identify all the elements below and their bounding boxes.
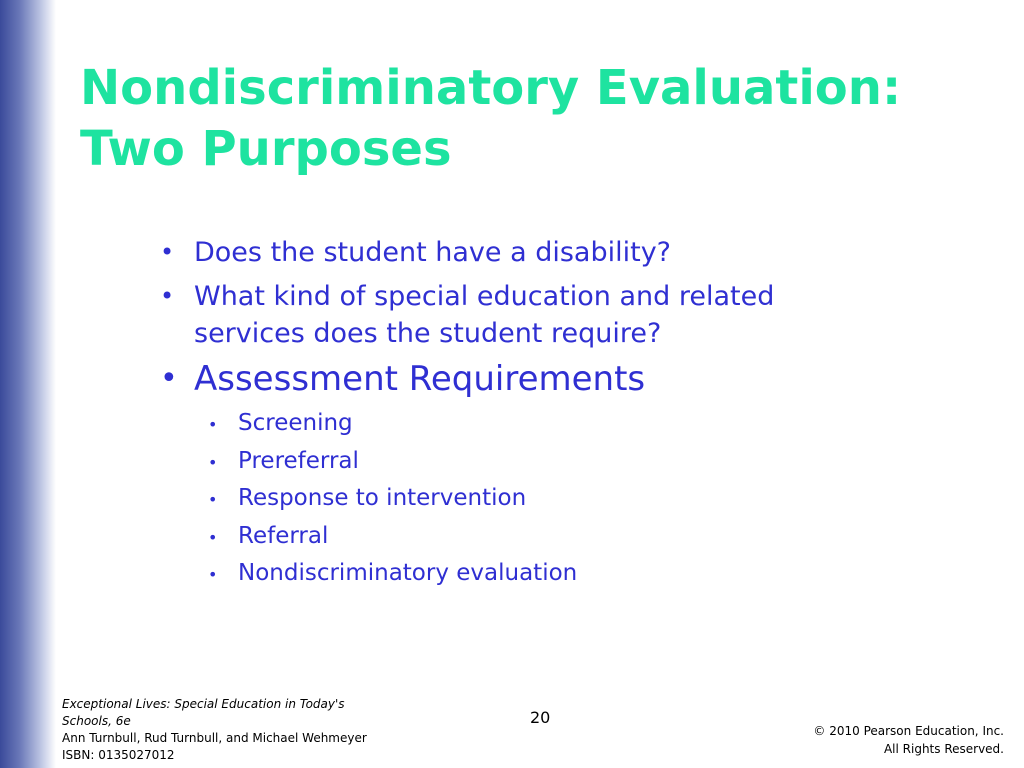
sub-bullet-text: Nondiscriminatory evaluation: [238, 560, 578, 586]
footer-rights-line: All Rights Reserved.: [883, 742, 1004, 756]
bullet-dot-icon: •: [160, 282, 175, 310]
side-gradient-bar: [0, 0, 56, 768]
bullet-dot-icon: •: [160, 238, 175, 266]
bullet-text: Assessment Requirements: [194, 359, 646, 399]
slide-title-line-2: Two Purposes: [80, 121, 452, 177]
page-number: 20: [530, 708, 551, 727]
slide-title: [80, 58, 980, 180]
sub-bullet-dot-icon: •: [208, 527, 218, 547]
bullet-text: What kind of special education and related services does the student require?: [194, 281, 775, 349]
sub-bullet-item: [204, 518, 880, 556]
footer-authors: Ann Turnbull, Rud Turnbull, and Michael Wehmeyer: [62, 731, 367, 745]
footer-copyright-line: © 2010 Pearson Education, Inc.: [813, 724, 1004, 738]
bullet-dot-icon: •: [160, 361, 178, 396]
footer-copyright: [813, 722, 1004, 758]
sub-bullet-dot-icon: •: [208, 452, 218, 472]
bullet-list: [160, 234, 880, 593]
sub-bullet-dot-icon: •: [208, 490, 218, 509]
sub-bullet-dot-icon: •: [208, 565, 218, 584]
bullet-text: Does the student have a disability?: [194, 237, 672, 268]
sub-bullet-item: [204, 405, 880, 443]
sub-bullet-item: [204, 443, 880, 481]
bullet-item: [160, 359, 880, 399]
footer-isbn: ISBN: 0135027012: [62, 748, 175, 762]
sub-bullet-text: Prereferral: [238, 447, 359, 474]
sub-bullet-text: Referral: [238, 522, 329, 549]
slide-title-line-1: Nondiscriminatory Evaluation:: [80, 60, 902, 116]
sub-bullet-text: Response to intervention: [238, 485, 527, 511]
sub-bullet-list: [160, 405, 880, 593]
sub-bullet-text: Screening: [238, 410, 353, 436]
sub-bullet-group: [160, 405, 880, 593]
sub-bullet-item: [204, 555, 880, 593]
sub-bullet-item: [204, 480, 880, 518]
footer-book-title: Exceptional Lives: Special Education in Today's Schools, 6e: [62, 697, 345, 728]
bullet-item: [160, 278, 880, 352]
footer-book-info: [62, 696, 392, 764]
sub-bullet-dot-icon: •: [208, 415, 218, 434]
bullet-item: [160, 234, 880, 271]
